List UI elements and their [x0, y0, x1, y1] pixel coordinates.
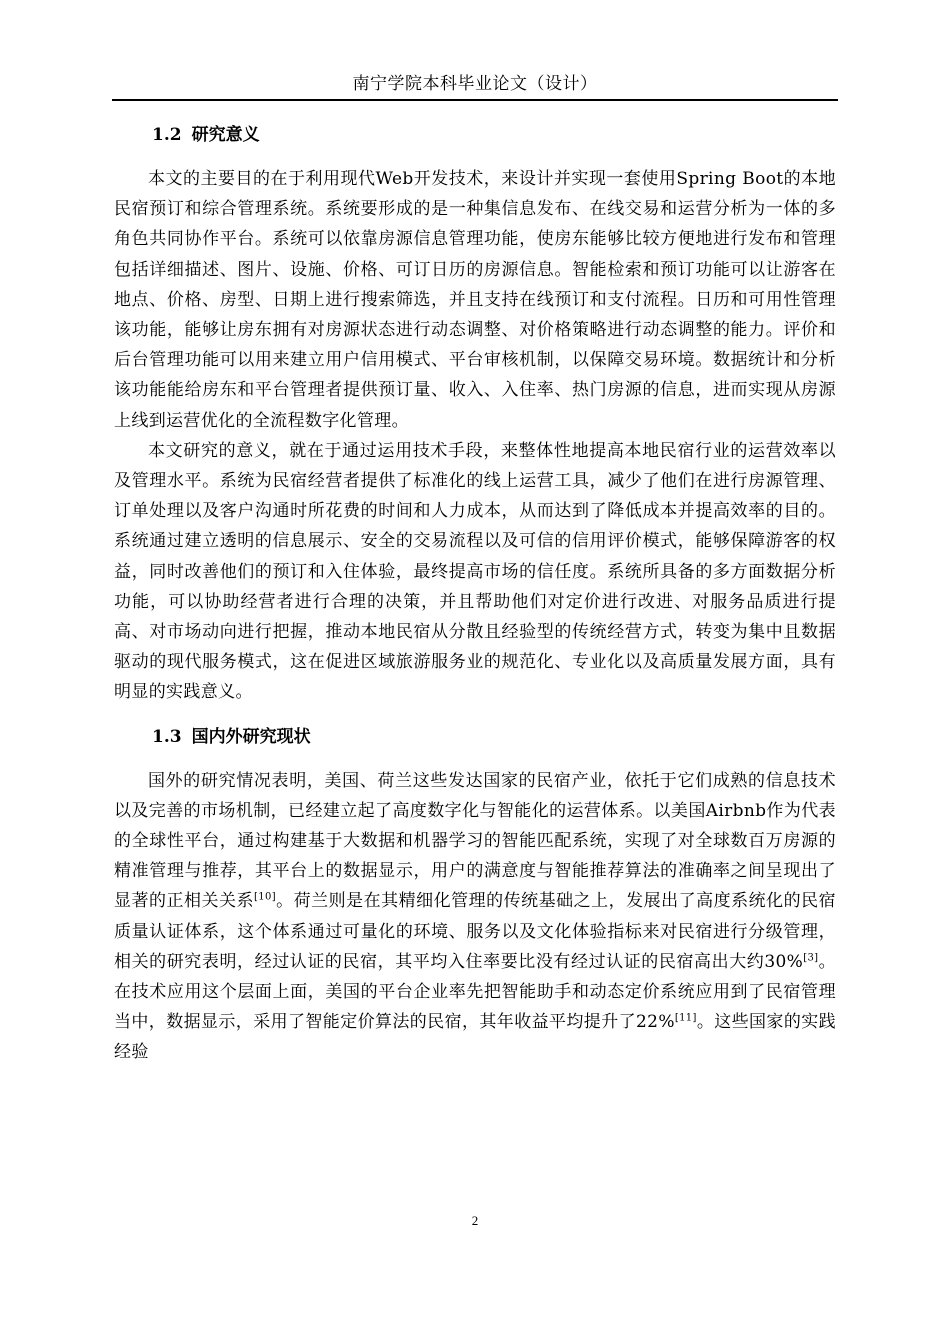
paragraph-text: 本文研究的意义，就在于通过运用技术手段，来整体性地提高本地民宿行业的运营效率以及管理水平。系统为民宿经营者提供了标准化的线上运营工具，减少了他们在进行房源管理、订单处理以及客户沟通时所花费的时间和人力成本，从而达到了降低成本并提高效率的目的。系统通过建立透明的信息展示、安全的交易流程以及可信的信用评价模式，能够保障游客的权益，同时改善他们的预订和入住体验，最终提高市场的信任度。系统所具备的多方面数据分析功能，可以协助经营者进行合理的决策，并且帮助他们对定价进行改进、对服务品质进行提高、对市场动向进行把握，推动本地民宿从分散且经验型的传统经营方式，转变为集中且数据驱动的现代服务模式，这在促进区域旅游服务业的规范化、专业化以及高质量发展方面，具有明显的实践意义。 [114, 440, 836, 703]
citation: [11] [674, 1012, 697, 1024]
section-number: 1.3 [152, 726, 182, 747]
page-header: 南宁学院本科毕业论文（设计） [352, 74, 598, 94]
section-heading-1-3 [114, 720, 836, 754]
citation: [10] [254, 891, 276, 903]
paragraph-text: 。这些国家的实践经验 [114, 1012, 836, 1063]
paragraph [114, 436, 836, 708]
paper-body [114, 118, 836, 1068]
paragraph-text: 。在技术应用这个层面上面，美国的平台企业率先把智能助手和动态定价系统应用到了民宿管理当中，数据显示，采用了智能定价算法的民宿，其年收益平均提升了22% [114, 951, 836, 1033]
section-title: 国内外研究现状 [191, 726, 311, 747]
citation: [3] [803, 952, 819, 964]
paragraph-text: 本文的主要目的在于利用现代Web开发技术，来设计并实现一套使用Spring Boot的本地民宿预订和综合管理系统。系统要形成的是一种集信息发布、在线交易和运营分析为一体的多角色共同协作平台。系统可以依靠房源信息管理功能，使房东能够比较方便地进行发布和管理包括详细描述、图片、设施、价格、可订日历的房源信息。智能检索和预订功能可以让游客在地点、价格、房型、日期上进行搜索筛选，并且支持在线预订和支付流程。日历和可用性管理该功能，能够让房东拥有对房源状态进行动态调整、对价格策略进行动态调整的能力。评价和后台管理功能可以用来建立用户信用模式、平台审核机制，以保障交易环境。数据统计和分析该功能能给房东和平台管理者提供预订量、收入、入住率、热门房源的信息，进而实现从房源上线到运营优化的全流程数字化管理。 [114, 169, 836, 431]
section-number: 1.2 [152, 125, 182, 145]
section-heading-1-2 [114, 118, 836, 152]
section-title: 研究意义 [191, 125, 260, 145]
page-number: 2 [471, 1213, 479, 1228]
paragraph [114, 766, 836, 1068]
paragraph-text: 。荷兰则是在其精细化管理的传统基础之上，发展出了高度系统化的民宿质量认证体系，这个体系通过可量化的环境、服务以及文化体验指标来对民宿进行分级管理，相关的研究表明，经过认证的民宿，其平均入住率要比没有经过认证的民宿高出大约30% [114, 891, 836, 972]
paragraph-text: 国外的研究情况表明，美国、荷兰这些发达国家的民宿产业，依托于它们成熟的信息技术以及完善的市场机制，已经建立起了高度数字化与智能化的运营体系。以美国Airbnb作为代表的全球性平台，通过构建基于大数据和机器学习的智能匹配系统，实现了对全球数百万房源的精准管理与推荐，其平台上的数据显示，用户的满意度与智能推荐算法的准确率之间呈现出了显著的正相关关系 [114, 770, 836, 912]
paragraph [114, 164, 836, 436]
header-rule [112, 99, 838, 101]
